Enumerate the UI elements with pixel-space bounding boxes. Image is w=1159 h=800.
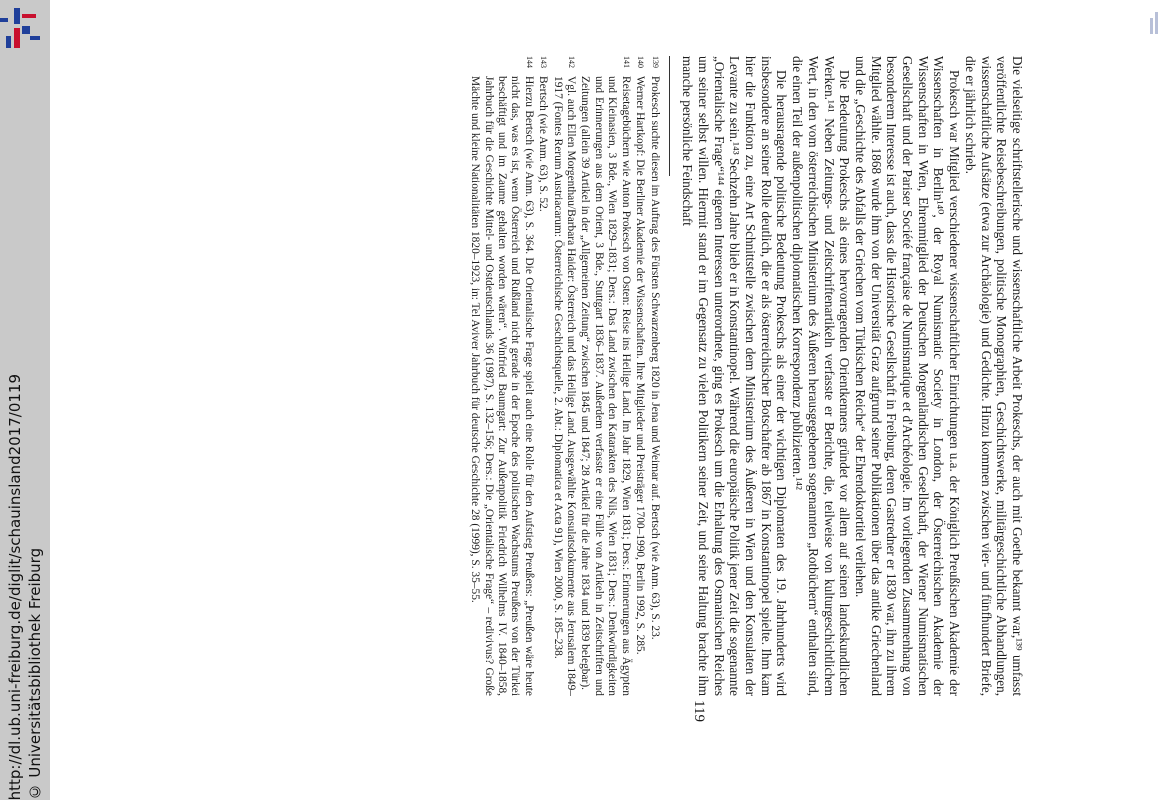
footnote bbox=[536, 56, 549, 696]
footnote-number: 141 bbox=[621, 56, 631, 68]
corner-mark-icon bbox=[1149, 0, 1159, 40]
paragraph: Prokesch war Mitglied verschiedener wissenschaftlicher Einrichtungen u.a. der Königlich Preußischen Akademie der Wissenschaften in Berlin¹⁴⁰, der Royal Numismatic Society in London, der Österreichischen Akademie der Wissenschaften in Wien, Ehrenmitglied der Deutschen Morgenländischen Gesellschaft, der Wiener Numismatischen Gesellschaft und der Pariser Société française de Numismatique et d'Archéologie. Im vorliegenden Zusammenhang von besonderem Interesse ist auch, dass die Historische Gesellschaft in Freiburg, deren Gastredner er 1830 war, ihn zu ihrem Mitglied wählte. 1868 wurde ihm von der Universität Graz aufgrund seiner Publikationen über das antike Griechenland und die „Geschichte des Abfalls der Griechen vom Türkischen Reiche“ der Ehrendoktortitel verliehen. bbox=[852, 56, 963, 696]
footnote-number: 140 bbox=[636, 56, 646, 68]
footnote-text: Prokesch suchte diesen im Auftrag des Fürsten Schwarzenberg 1820 in Jena und Weimar auf. Bertsch (wie Anm. 63), S. 23. bbox=[648, 76, 661, 640]
footnote-text: Werner Hartkopf: Die Berliner Akademie der Wissenschaften. Ihre Mitglieder und Preisträger 1700–1990, Berlin 1992, S. 285. bbox=[634, 76, 647, 655]
viewer-sidebar bbox=[0, 0, 50, 800]
footnote bbox=[633, 56, 646, 696]
footnote bbox=[550, 56, 577, 696]
paragraph: Die herausragende politische Bedeutung Prokeschs als einer der wichtigen Diplomaten des 19. Jahrhunderts wird insbesondere an seiner Rolle deutlich, die er als österreichischer Botschafter ab 1867 in Konstantinopel spielte. Ihm kam hier die Funktion zu, eine Art Schnittstelle zwischen dem Ministerium des Äußeren in Wien und den Konsulaten der Levante zu sein.¹⁴³ Sechzehn Jahre blieb er in Konstantinopel. Während die europäische Politik jener Zeit die sogenannte „Orientalische Frage“¹⁴⁴ eigenen Interessen unterordnete, ging es Prokesch um die Erhaltung des Osmanischen Reiches um seiner selbst willen. Hiermit stand er im Gegensatz zu vielen Politikern seiner Zeit, und seine Haltung brachte ihm manche persönliche Feindschaft bbox=[680, 56, 790, 696]
footnote bbox=[468, 56, 535, 696]
footnote-text: Bertsch (wie Anm. 63), S. 52. bbox=[537, 76, 550, 212]
footnote-text: Reisetagebüchern wie Anton Prokesch von Osten: Reise ins Heilige Land. Im Jahr 1829, Wien 1831; Ders.: Erinnerungen aus Ägypten und Kleinasien, 3 Bde., Wien 1829–1831; Ders.: Das Land zwischen den Katarakten des Nils, Wien 1831; Ders.: Denkwürdigkeiten und Erinnerungen aus dem Orient, 3 Bde., Stuttgart 1836–1837. Außerdem verfasste er eine Fülle von Artikeln in Zeitschriften und Zeitungen (allein 39 Artikel in der „Allgemeinen Zeitung“ zwischen 1845 und 1847; 28 Artikel für die Jahre 1834 und 1839 belegbar). bbox=[579, 76, 632, 696]
footnote bbox=[578, 56, 632, 696]
footnote-number: 139 bbox=[650, 56, 660, 68]
footnotes bbox=[468, 56, 661, 696]
copyright-notice: © Universitätsbibliothek Freiburg bbox=[26, 547, 44, 800]
page-content bbox=[469, 56, 1025, 696]
footnote-divider bbox=[669, 56, 670, 176]
page-number: 119 bbox=[691, 700, 707, 722]
paragraph: Die Bedeutung Prokeschs als eines hervorragenden Orientkenners gründet vor allem auf seinen landeskundlichen Werken.¹⁴¹ Neben Zeitungs- und Zeitschriftenartikeln verfasste er Berichte, die, teilweise von kulturgeschichtlichem Wert, in den vom österreichischen Ministerium des Äußeren herausgegebenen sogenannten „Rotbüchern“ enthalten sind, die einen Teil der außenpolitischen diplomatischen Korrespondenz publizierten.¹⁴² bbox=[790, 56, 853, 696]
sidebar-caption bbox=[1, 0, 49, 800]
paragraph: Die vielseitige schriftstellerische und wissenschaftliche Arbeit Prokeschs, der auch mit Goethe bekannt war,¹³⁹ umfasst veröffentlichte Reisebeschreibungen, politische Monographien, Geschichtswerke, militärgeschichtliche Abhandlungen, wissenschaftliche Aufsätze (etwa zur Archäologie) und Gedichte. Hinzu kommen zwischen vier- und fünfhundert Briefe, die er jährlich schrieb. bbox=[962, 56, 1025, 696]
footnote bbox=[647, 56, 660, 696]
footnote-number: 142 bbox=[567, 56, 577, 68]
footnote-text: Hierzu Bertsch (wie Anm. 63), S. 364. Die Orientalische Frage spielt auch eine Rolle für den Aufstieg Preußens: „Preußen wäre heute nicht das, was es ist, wenn Österreich und Rußland nicht gerade in der Epoche des politischen Wachstums Preußens von der Türkei beschäftigt und im Zaume gehalten worden wären“. Winfried Baumgart: Zur Außenpolitik Friedrich Wilhelms IV. 1840–1858, Jahrbuch für die Geschichte Mittel- und Ostdeutschlands 36 (1987), S. 132–156; Ders.: Die „Orientalische Frage“ – redivivus? Große Mächte und kleine Nationalitäten 1820–1923, in: Tel Aviver Jahrbuch für deutsche Geschichte 28 (1999), S. 35–55. bbox=[469, 76, 535, 696]
source-url[interactable]: http://dl.ub.uni-freiburg.de/diglit/schauinsland2017/0119 bbox=[6, 373, 24, 800]
footnote-number: 144 bbox=[524, 56, 534, 68]
footnote-number: 143 bbox=[539, 56, 549, 68]
footnote-text: Vgl. auch Ellen Morgenthau/Barbara Haider: Österreich und das Heilige Land. Ausgewählte Konsulatsdokumente aus Jerusalem 1849–1917 (Fontes Rerum Austriacarum: Österreichische Geschichtsquelle, 2. Abt.: Diplomatica et Acta 91), Wien 2000, S. 185–238. bbox=[551, 76, 578, 696]
